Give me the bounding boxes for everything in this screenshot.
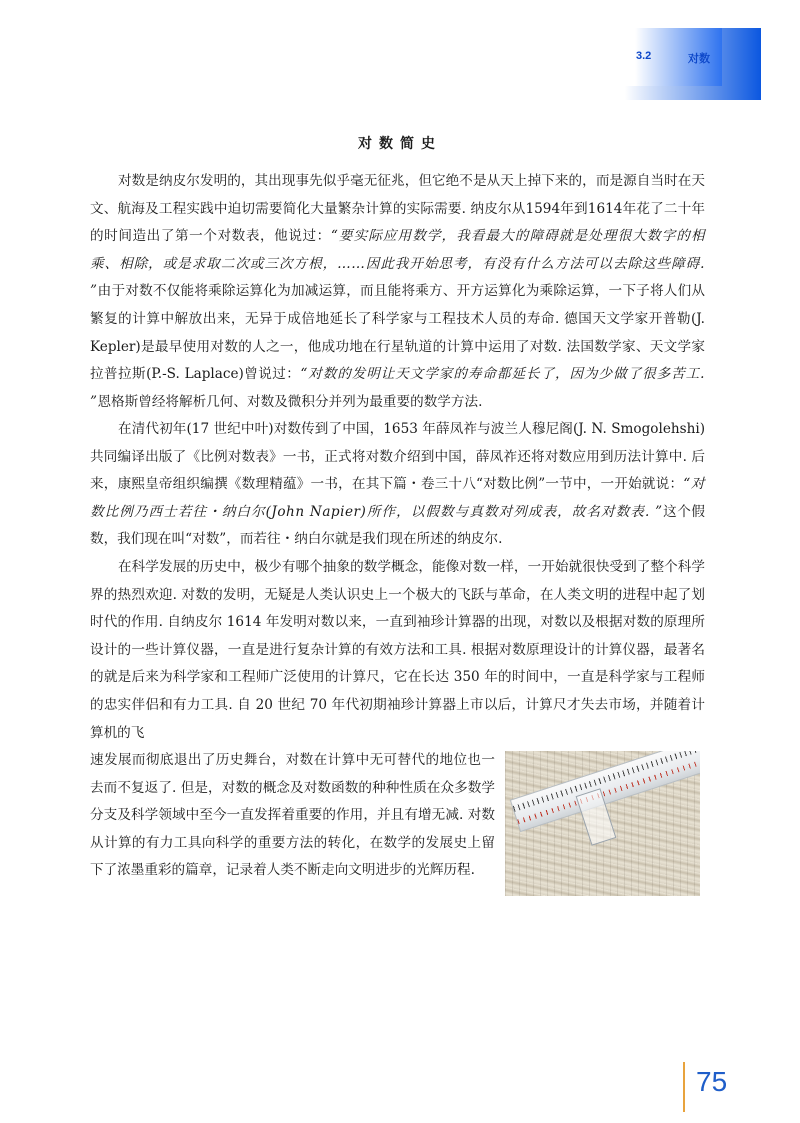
p1-text-b: 由于对数不仅能将乘除运算化为加减运算，而且能将乘方、开方运算化为乘除运算，一下子将人们从繁复的计算中解放出来，无异于成倍地延长了科学家与工程技术人员的寿命. 德国天文学家开普勒(J. Kepler)是最早使用对数的人之一，他成功地在行星轨道的计算中运用了对数. 法国数学家、天文学家拉普拉斯(P.-S. Laplace)曾说过： bbox=[90, 283, 705, 383]
paragraph-2 bbox=[90, 416, 705, 554]
slide-rule-photo bbox=[505, 751, 700, 896]
p1-text-a: 对数是纳皮尔发明的，其出现事先似乎毫无征兆，但它绝不是从天上掉下来的，而是源自当时在天文、航海及工程实践中迫切需要简化大量繁杂计算的实际需要. 纳皮尔从1594年到1614年花了二十年的时间造出了第一个对数表，他说过： bbox=[90, 173, 705, 245]
p2-text-a: 在清代初年(17 世纪中叶)对数传到了中国，1653 年薛凤祚与波兰人穆尼阁(J. N. Smogolehshi)共同编译出版了《比例对数表》一书，正式将对数介绍到中国，薛凤祚还将对数应用到历法计算中. 后来，康熙皇帝组织编撰《数理精蕴》一书，在其下篇・卷三十八“对数比例”一节中，一开始就说： bbox=[90, 421, 705, 493]
p1-quote-laplace: “对数的发明让天文学家的寿命都延长了，因为少做了很多苦工. ” bbox=[90, 366, 705, 410]
article-title: 对数简史 bbox=[358, 135, 442, 151]
p1-text-c: 恩格斯曾经将解析几何、对数及微积分并列为最重要的数学方法. bbox=[97, 393, 483, 410]
p2-text-b: 这个假数，我们现在叫“对数”，而若往・纳白尔就是我们现在所述的纳皮尔. bbox=[90, 503, 706, 548]
p1-quote-napier: “要实际应用数学，我看最大的障碍就是处理很大数字的相乘、相除，或是求取二次或三次方根，……因此我开始思考，有没有什么方法可以去除这些障碍. ” bbox=[90, 228, 706, 300]
section-number: 3.2 bbox=[636, 50, 652, 62]
section-title: 对数 bbox=[688, 53, 710, 65]
header-band bbox=[606, 28, 761, 100]
paragraph-3: 在科学发展的历史中，极少有哪个抽象的数学概念，能像对数一样，一开始就很快受到了整个科学界的热烈欢迎. 对数的发明，无疑是人类认识史上一个极大的飞跃与革命，在人类文明的进程中起了划时代的作用. 自纳皮尔 1614 年发明对数以来，一直到袖珍计算器的出现，对数以及根据对数的原理所设计的一些计算仪器，一直是进行复杂计算的有效方法和工具. 根据对数原理设计的计算仪器，最著名的就是后来为科学家和工程师广泛使用的计算尺，它在长达 350 年的时间中，一直是科学家与工程师的忠实伴侣和有力工具. 自 20 世纪 70 年代初期袖珍计算器上市以后，计算尺才失去市场，并随着计算机的飞 bbox=[90, 559, 705, 741]
paragraph-4: 速发展而彻底退出了历史舞台，对数在计算中无可替代的地位也一去而不复返了. 但是，对数的概念及对数函数的种种性质在众多数学分支及科学领域中至今一直发挥着重要的作用，并且有增无减. 对数从计算的有力工具向科学的重要方法的转化，在数学的发展史上留下了浓墨重彩的篇章，记录着人类不断走向文明进步的光辉历程. bbox=[90, 752, 495, 879]
page-number-rule bbox=[683, 1062, 685, 1112]
p2-quote: “对数比例乃西士若往・纳白尔(John Napier)所作，以假数与真数对列成表，故名对数表. ” bbox=[90, 476, 706, 520]
page-number: 75 bbox=[696, 1066, 728, 1097]
paragraph-1 bbox=[90, 168, 705, 416]
